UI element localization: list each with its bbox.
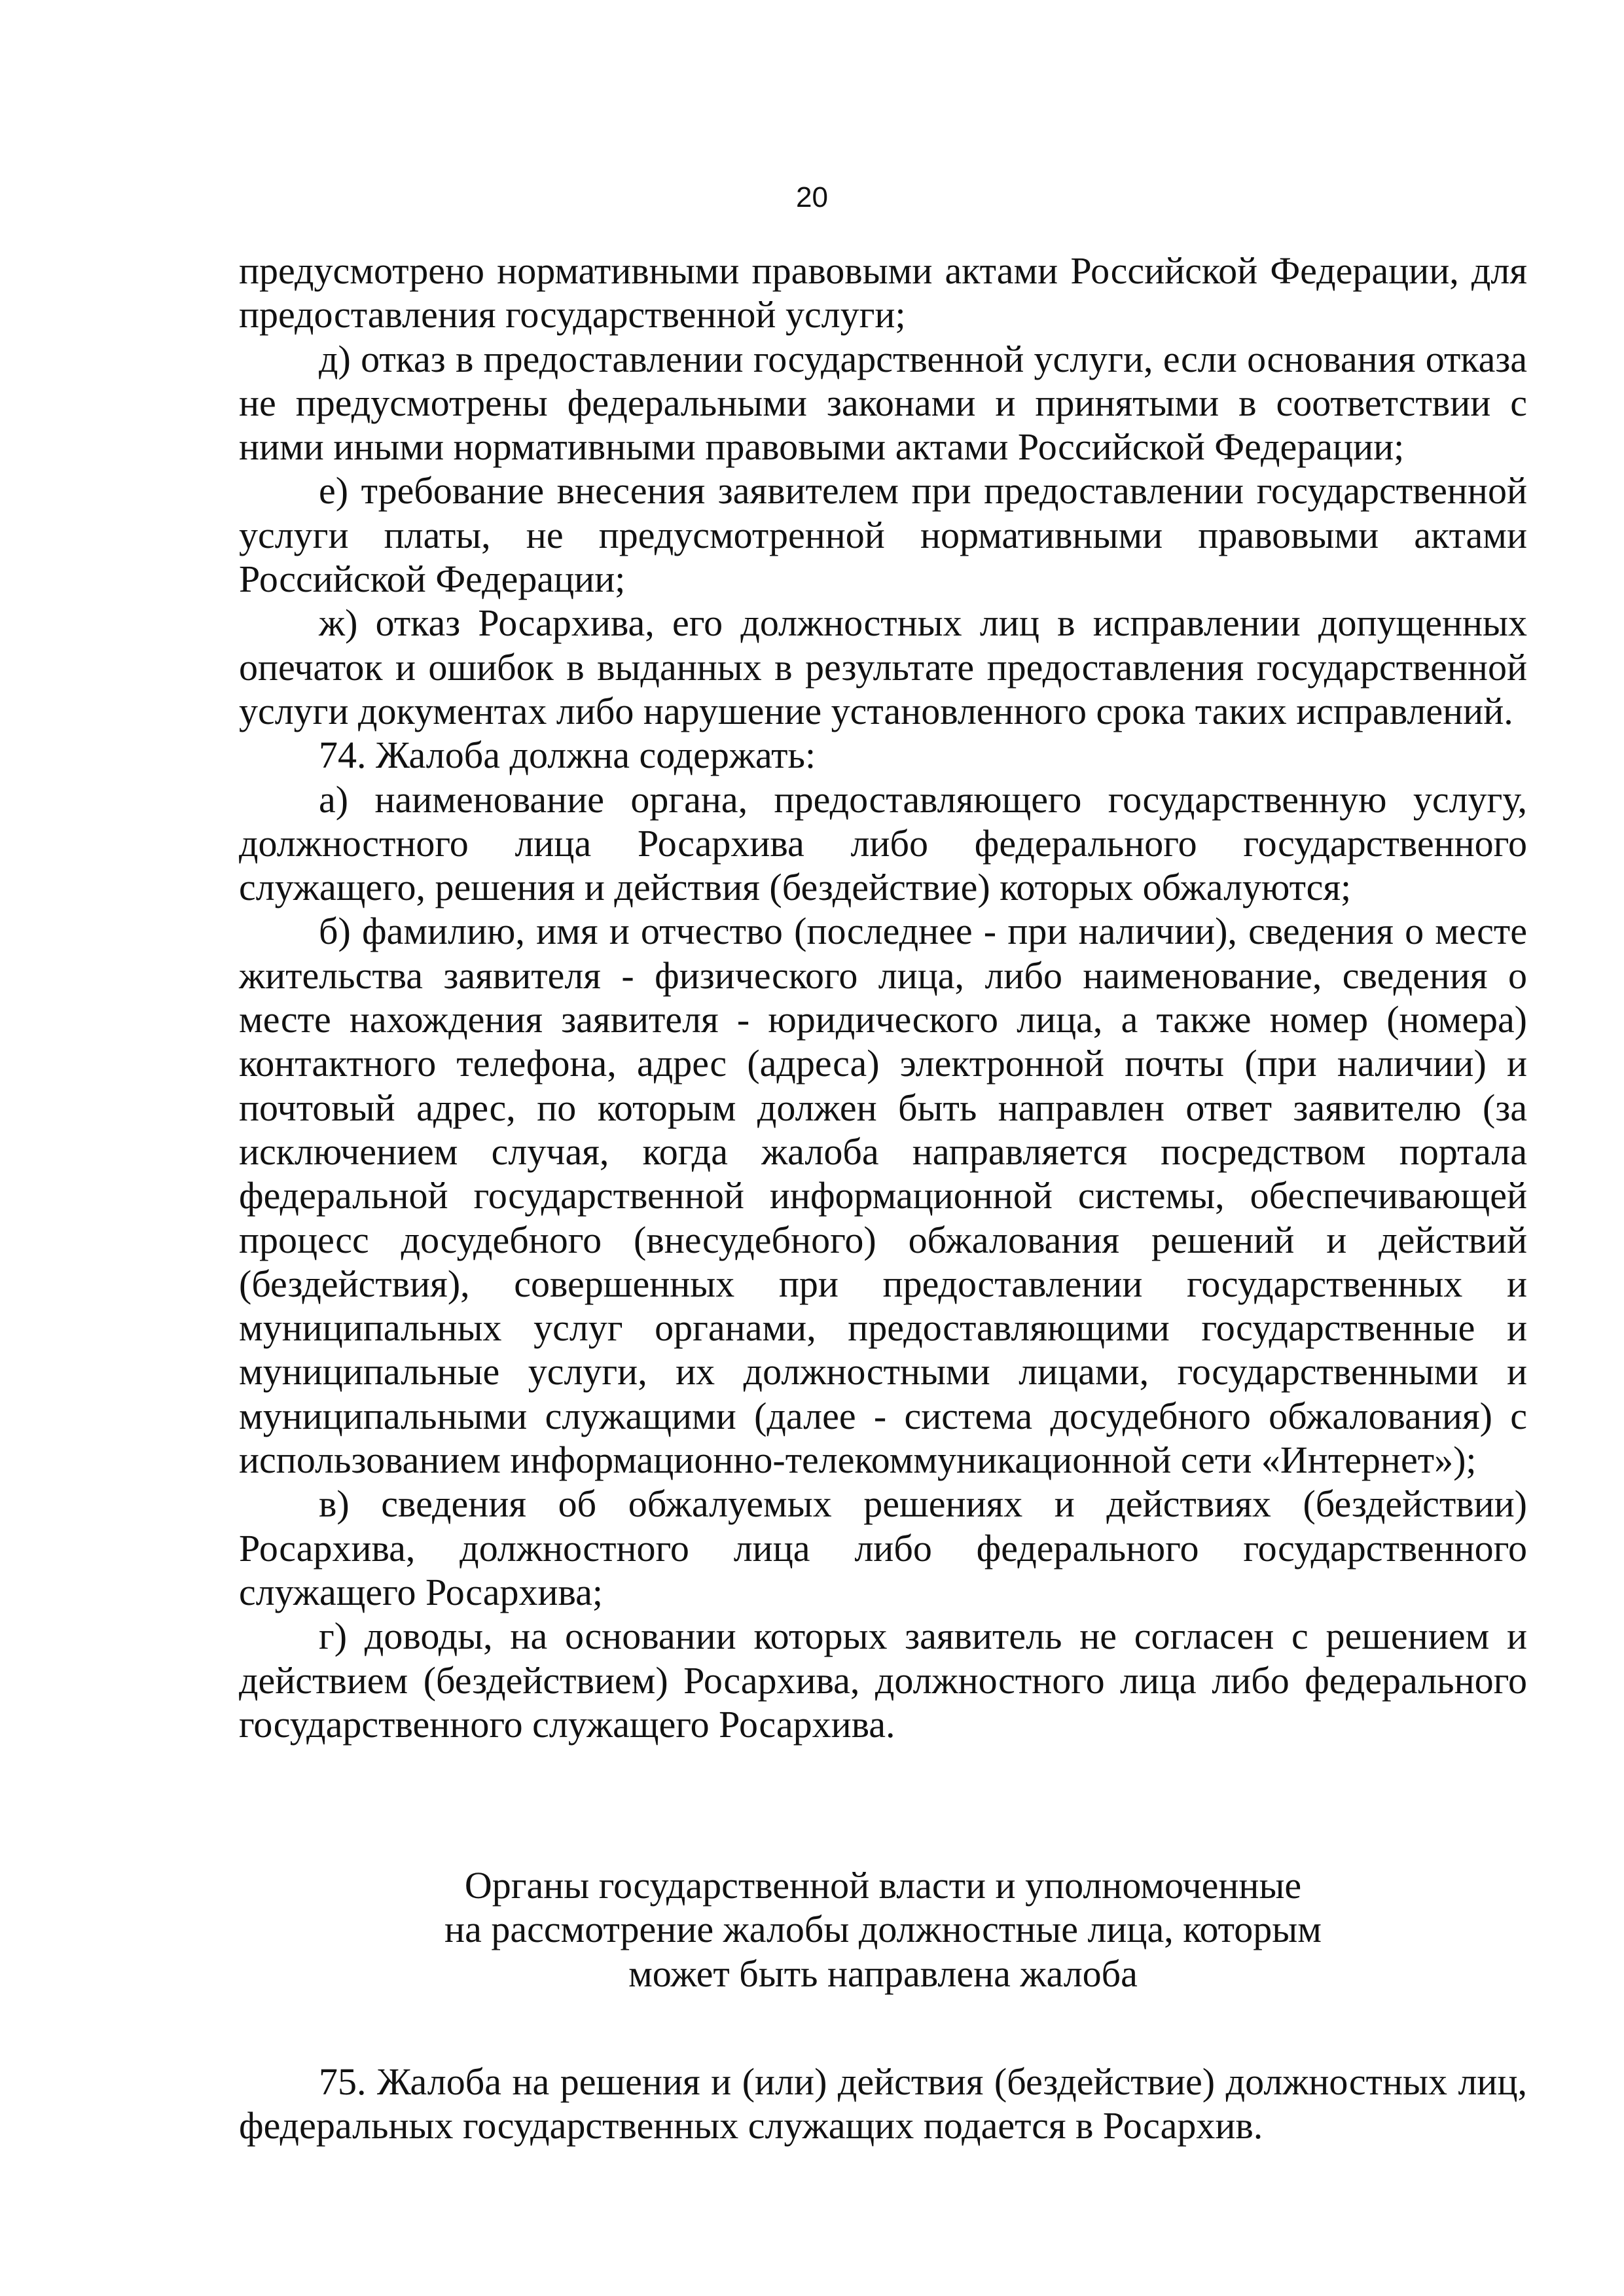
page-number: 20 xyxy=(796,181,828,213)
final-text xyxy=(239,2060,1527,2148)
section-heading xyxy=(239,1863,1527,1996)
section-heading-line: на рассмотрение жалобы должностные лица, которым xyxy=(444,1908,1322,1951)
paragraph-75: 75. Жалоба на решения и (или) действия (бездействие) должностных лиц, федеральных государственных служащих подается в Росархив. xyxy=(239,2060,1527,2147)
paragraph-continuation: предусмотрено нормативными правовыми актами Российской Федерации, для предоставления государственной услуги; xyxy=(239,249,1527,336)
section-heading-line: может быть направлена жалоба xyxy=(628,1952,1138,1995)
section-heading-line: Органы государственной власти и уполномоченные xyxy=(464,1864,1302,1907)
paragraph-item-zh: ж) отказ Росархива, его должностных лиц в исправлении допущенных опечаток и ошибок в выданных в результате предоставления государственной услуги документах либо нарушение установленного срока таких исправлений. xyxy=(239,601,1527,732)
paragraph-item-v: в) сведения об обжалуемых решениях и действиях (бездействии) Росархива, должностного лица либо федерального государственного служащего Росархива; xyxy=(239,1482,1527,1613)
paragraph-74: 74. Жалоба должна содержать: xyxy=(319,734,816,777)
paragraph-item-e: е) требование внесения заявителем при предоставлении государственной услуги платы, не предусмотренной нормативными правовыми актами Российской Федерации; xyxy=(239,469,1527,601)
paragraph-item-b: б) фамилию, имя и отчество (последнее - при наличии), сведения о месте жительства заявителя - физического лица, либо наименование, сведения о месте нахождения заявителя - юридического лица, а также номер (номера) контактного телефона, адрес (адреса) электронной почты (при наличии) и почтовый адрес, по которым должен быть направлен ответ заявителю (за исключением случая, когда жалоба направляется посредством портала федеральной государственной информационной системы, обеспечивающей процесс досудебного (внесудебного) обжалования решений и действий (бездействия), совершенных при предоставлении государственных и муниципальных услуг органами, предоставляющими государственные и муниципальные услуги, их должностными лицами, государственными и муниципальными служащими (далее - система досудебного обжалования) с использованием информационно-телекоммуникационной сети «Интернет»); xyxy=(239,910,1527,1482)
paragraph-item-a: а) наименование органа, предоставляющего государственную услугу, должностного лица Росархива либо федерального государственного служащего, решения и действия (бездействие) которых обжалуются; xyxy=(239,778,1527,909)
body-text xyxy=(239,249,1527,1746)
paragraph-item-g: г) доводы, на основании которых заявитель не согласен с решением и действием (бездействием) Росархива, должностного лица либо федерального государственного служащего Росархива. xyxy=(239,1615,1527,1746)
paragraph-item-d: д) отказ в предоставлении государственной услуги, если основания отказа не предусмотрены федеральными законами и принятыми в соответствии с ними иными нормативными правовыми актами Российской Федерации; xyxy=(239,337,1527,469)
